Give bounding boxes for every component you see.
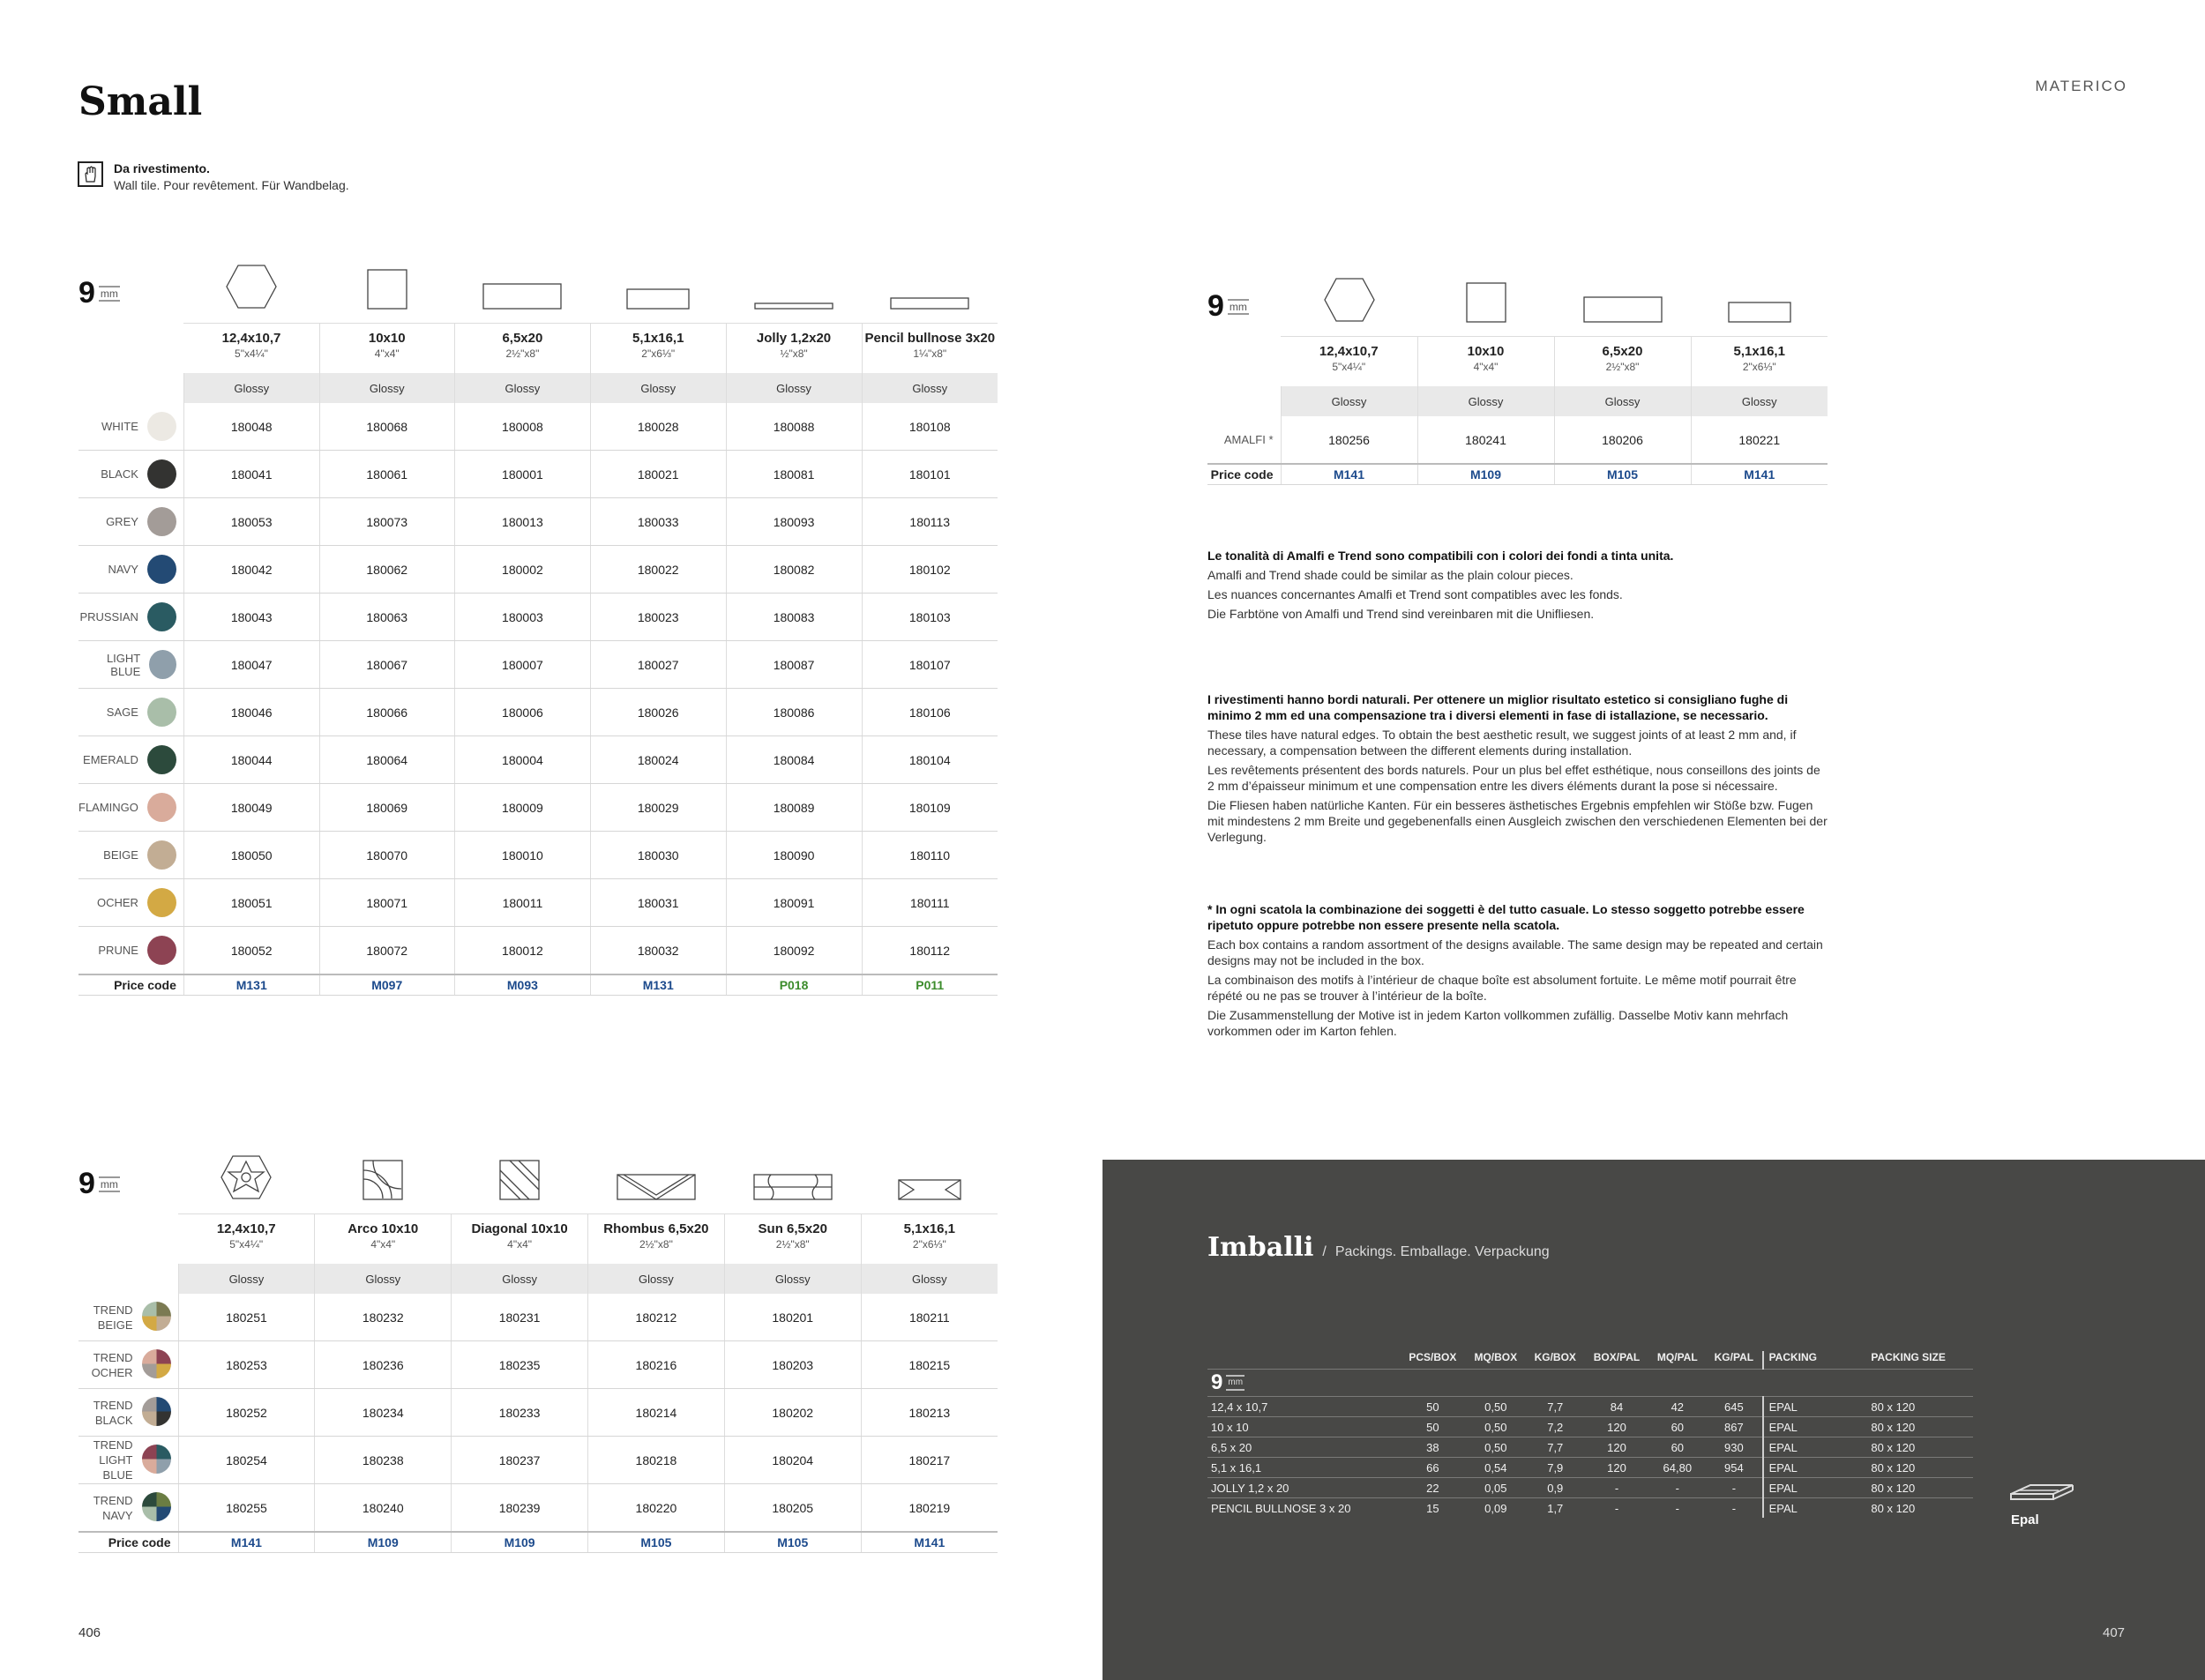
article-code: 180007: [454, 641, 590, 689]
table-row: [78, 403, 998, 451]
trend-swatch: [142, 1492, 171, 1524]
article-code: 180240: [315, 1484, 452, 1533]
article-code: 180254: [178, 1437, 315, 1484]
format-name: Pencil bullnose 3x20: [864, 331, 996, 346]
article-code: 180029: [590, 784, 726, 832]
finish-label: Glossy: [178, 1264, 315, 1294]
article-code: 180221: [1691, 416, 1828, 464]
deco-arco-tile-icon: [363, 1189, 403, 1203]
article-code: 180212: [588, 1294, 725, 1341]
article-code: 180232: [315, 1294, 452, 1341]
article-code: 180106: [862, 689, 998, 736]
article-code: 180087: [726, 641, 862, 689]
article-code: 180211: [861, 1294, 998, 1341]
packing-column-header: MQ/BOX: [1474, 1351, 1518, 1363]
article-code: 180236: [315, 1341, 452, 1389]
article-code: 180028: [590, 403, 726, 451]
table-row: [78, 451, 998, 498]
trend-swatch: [142, 1302, 171, 1333]
price-code: P018: [726, 974, 862, 996]
table-row: [78, 879, 998, 927]
article-code: 180088: [726, 403, 862, 451]
rectangle-tile-icon: [1583, 311, 1663, 325]
article-code: 180237: [452, 1437, 588, 1484]
format-inch: 4"x4": [1473, 361, 1499, 373]
rectangle-small-tile-icon: [626, 298, 690, 312]
article-code: 180202: [724, 1389, 861, 1437]
color-label: BEIGE: [103, 848, 138, 862]
article-code: 180061: [319, 451, 454, 498]
article-code: 180046: [183, 689, 319, 736]
color-swatch: [147, 936, 176, 965]
strip-tile-icon: [754, 298, 833, 312]
format-inch: 4"x4": [370, 1238, 396, 1251]
article-code: 180219: [861, 1484, 998, 1533]
price-code: P011: [862, 974, 998, 996]
trend-color-label: OCHER: [91, 1365, 133, 1379]
color-label: BLACK: [101, 467, 138, 481]
article-code: 180234: [315, 1389, 452, 1437]
article-code: 180256: [1281, 416, 1417, 464]
article-code: 180109: [862, 784, 998, 832]
article-code: 180069: [319, 784, 454, 832]
article-code: 180110: [862, 832, 998, 879]
article-code: 180047: [183, 641, 319, 689]
trend-label: TREND: [93, 1398, 133, 1412]
finish-label: Glossy: [726, 373, 862, 403]
page-title: Small: [78, 79, 203, 124]
trend-color-label: BEIGE: [97, 1318, 133, 1332]
format-inch: 2"x6⅓": [912, 1238, 946, 1251]
deco-rhombus-tile-icon: [617, 1189, 696, 1203]
article-code: 180089: [726, 784, 862, 832]
thickness-indicator-2: 9 mm: [1207, 289, 1247, 323]
finish-label: Glossy: [1691, 386, 1828, 416]
color-label: WHITE: [101, 420, 138, 433]
amalfi-table: [1207, 260, 1828, 485]
format-name: 6,5x20: [1602, 344, 1643, 359]
deco-sun-tile-icon: [753, 1189, 833, 1203]
article-code: 180252: [178, 1389, 315, 1437]
format-inch: 2"x6⅓": [641, 347, 676, 360]
trend-label: TREND: [93, 1350, 133, 1364]
price-code-label: Price code: [78, 974, 183, 996]
article-code: 180086: [726, 689, 862, 736]
format-name: 5,1x16,1: [903, 1221, 956, 1236]
price-code: M131: [183, 974, 319, 996]
trend-swatch: [142, 1445, 171, 1476]
article-code: 180072: [319, 927, 454, 975]
article-code: 180071: [319, 879, 454, 927]
article-code: 180214: [588, 1389, 725, 1437]
trend-color-label: NAVY: [102, 1508, 133, 1522]
packing-column-header: BOX/PAL: [1593, 1351, 1641, 1363]
format-name: Diagonal 10x10: [471, 1221, 568, 1236]
article-code: 180011: [454, 879, 590, 927]
table-row: [78, 832, 998, 879]
article-code: 180066: [319, 689, 454, 736]
price-code: M105: [724, 1532, 861, 1553]
trend-label: TREND: [93, 1438, 133, 1452]
color-label: PRUSSIAN: [79, 610, 138, 623]
color-label: SAGE: [106, 706, 138, 719]
article-code: 180044: [183, 736, 319, 784]
color-swatch: [147, 555, 176, 584]
article-code: 180051: [183, 879, 319, 927]
trend-color-label: LIGHT BLUE: [99, 1453, 133, 1482]
thickness-indicator-3: 9 mm: [78, 1167, 118, 1200]
packing-row: 10 x 10 50 0,50 7,2 120 60 867 EPAL 80 x 120: [1207, 1417, 1973, 1437]
article-code: 180081: [726, 451, 862, 498]
price-code: M109: [315, 1532, 452, 1553]
format-name: 5,1x16,1: [632, 331, 684, 346]
packing-column-header: PACKING SIZE: [1871, 1351, 1946, 1363]
usage-title: Da rivestimento.: [114, 161, 210, 175]
table-row: [78, 1484, 998, 1533]
rectangle-small-tile-icon: [1728, 311, 1791, 325]
format-inch: 2"x6⅓": [1742, 361, 1776, 373]
format-name: 12,4x10,7: [221, 331, 281, 346]
price-code: M141: [1691, 464, 1828, 485]
article-code: 180042: [183, 546, 319, 594]
finish-label: Glossy: [588, 1264, 725, 1294]
plain-tiles-table: [78, 247, 998, 996]
article-code: 180083: [726, 594, 862, 641]
article-code: 180003: [454, 594, 590, 641]
usage-subtitle: Wall tile. Pour revêtement. Für Wandbelag.: [114, 178, 349, 192]
article-code: 180026: [590, 689, 726, 736]
finish-label: Glossy: [590, 373, 726, 403]
price-code: M097: [319, 974, 454, 996]
packing-column-header: KG/PAL: [1714, 1351, 1754, 1363]
hexagon-tile-icon: [1323, 311, 1376, 325]
format-inch: 5"x4¼": [1332, 361, 1366, 373]
page-number-left: 406: [78, 1625, 101, 1640]
article-code: 180063: [319, 594, 454, 641]
price-code: M109: [1417, 464, 1554, 485]
article-code: 180216: [588, 1341, 725, 1389]
finish-label: Glossy: [1554, 386, 1691, 416]
article-code: 180238: [315, 1437, 452, 1484]
color-label: FLAMINGO: [78, 801, 138, 814]
article-code: 180220: [588, 1484, 725, 1533]
article-code: 180217: [861, 1437, 998, 1484]
packing-column-header: PACKING: [1763, 1351, 1833, 1370]
finish-label: Glossy: [1281, 386, 1417, 416]
finish-label: Glossy: [862, 373, 998, 403]
packing-title: Imballi / Packings. Emballage. Verpackung: [1207, 1232, 1550, 1263]
packing-table: PCS/BOX MQ/BOX KG/BOX BOX/PAL MQ/PAL KG/PAL PACKING PACKING SIZE 9 mm 12,4 x 10,7 50 0,50 7,7 84 42 645 EPAL 80 x 120 10 x 10 50 0,50 7,2 120 60 867 EPAL 80 x 120 6,5 x 20 38 0,50 7,7 120 60 930 EPAL 80 x 120 5,1 x 16,1 66 0,54 7,9 120 64,80 954 EPAL 80 x 120 JOLLY 1,2 x 20 22 0,05 0,9 - - - EPAL 80 x 120 PENCIL BULLNOSE 3 x 20 15 0,09 1,7 - - - EPAL 80 x 120: [1207, 1351, 1973, 1518]
article-code: 180004: [454, 736, 590, 784]
price-code: M093: [454, 974, 590, 996]
format-inch: 2½"x8": [1605, 361, 1640, 373]
note-edges: I rivestimenti hanno bordi naturali. Per ottenere un miglior risultato estetico si consigliano fughe di minimo 2 mm ed una compensazione tra i diversi elementi in fase di istallazione, se necessario. These tiles have natural edges. To obtain the best aesthetic result, we suggest joints of at least 2 mm and, if necessary, a compensation between the different elements during installation. Les revêtements présentent des bords naturels. Pour un plus bel effet esthétique, nous conseillons des joints de 2 mm d’épaisseur minimum et une compensation entre les divers éléments durant la pose si nécessaire. Die Fliesen haben natürliche Kanten. Für ein besseres ästhetisches Ergebnis empfehlen wir Stöße bzw. Fugen mit mindestens 2 mm Breite und gegebenenfalls einen Ausgleich zwischen den verschiedenen Elementen bei der Verlegung.: [1207, 692, 1828, 844]
article-code: 180253: [178, 1341, 315, 1389]
article-code: 180206: [1554, 416, 1691, 464]
packing-row: 6,5 x 20 38 0,50 7,7 120 60 930 EPAL 80 x 120: [1207, 1437, 1973, 1458]
square-tile-icon: [367, 298, 407, 312]
table-row: [78, 1294, 998, 1341]
trend-swatch: [142, 1349, 171, 1381]
color-label: GREY: [106, 515, 138, 528]
trend-table: [78, 1138, 998, 1553]
table-row: [78, 736, 998, 784]
table-row: [78, 1389, 998, 1437]
format-inch: 2½"x8": [775, 1238, 810, 1251]
brand-name: MATERICO: [2035, 78, 2127, 94]
article-code: 180082: [726, 546, 862, 594]
color-swatch: [147, 412, 176, 441]
article-code: 180103: [862, 594, 998, 641]
rectangle-tile-icon: [482, 298, 562, 312]
format-inch: 4"x4": [507, 1238, 533, 1251]
article-code: 180239: [452, 1484, 588, 1533]
finish-label: Glossy: [1417, 386, 1554, 416]
article-code: 180002: [454, 546, 590, 594]
article-code: 180024: [590, 736, 726, 784]
article-code: 180033: [590, 498, 726, 546]
table-row: [78, 498, 998, 546]
price-code: M105: [1554, 464, 1691, 485]
format-name: Arco 10x10: [348, 1221, 419, 1236]
article-code: 180107: [862, 641, 998, 689]
article-code: 180084: [726, 736, 862, 784]
article-code: 180201: [724, 1294, 861, 1341]
article-code: 180032: [590, 927, 726, 975]
table-row: [78, 1437, 998, 1484]
article-code: 180062: [319, 546, 454, 594]
article-code: 180108: [862, 403, 998, 451]
packing-row: JOLLY 1,2 x 20 22 0,05 0,9 - - - EPAL 80 x 120: [1207, 1478, 1973, 1498]
article-code: 180006: [454, 689, 590, 736]
price-code: M131: [590, 974, 726, 996]
format-inch: 5"x4¼": [235, 347, 268, 360]
format-name: 12,4x10,7: [1319, 344, 1379, 359]
format-name: 12,4x10,7: [216, 1221, 276, 1236]
article-code: 180067: [319, 641, 454, 689]
pallet-label: Epal: [2011, 1512, 2039, 1527]
article-code: 180102: [862, 546, 998, 594]
article-code: 180023: [590, 594, 726, 641]
trend-label: TREND: [93, 1493, 133, 1507]
article-code: 180104: [862, 736, 998, 784]
article-code: 180255: [178, 1484, 315, 1533]
article-code: 180009: [454, 784, 590, 832]
color-label: EMERALD: [83, 753, 138, 766]
format-name: 10x10: [368, 331, 406, 346]
article-code: 180068: [319, 403, 454, 451]
price-code-label: Price code: [78, 1532, 178, 1553]
color-label: AMALFI *: [1223, 433, 1274, 446]
format-inch: 2½"x8": [639, 1238, 673, 1251]
trend-swatch: [142, 1397, 171, 1429]
color-label: OCHER: [96, 896, 138, 909]
color-label: NAVY: [108, 563, 138, 576]
article-code: 180090: [726, 832, 862, 879]
format-name: 5,1x16,1: [1733, 344, 1785, 359]
article-code: 180013: [454, 498, 590, 546]
article-code: 180022: [590, 546, 726, 594]
deco-hexagon-tile-icon: [220, 1189, 273, 1203]
article-code: 180091: [726, 879, 862, 927]
packing-column-header: KG/BOX: [1534, 1351, 1576, 1363]
article-code: 180241: [1417, 416, 1554, 464]
format-inch: ½"x8": [780, 347, 808, 360]
article-code: 180205: [724, 1484, 861, 1533]
table-row: [1207, 416, 1828, 464]
finish-label: Glossy: [861, 1264, 998, 1294]
format-inch: 1¼"x8": [913, 347, 947, 360]
note-random-box: * In ogni scatola la combinazione dei soggetti è del tutto casuale. Lo stesso soggetto potrebbe essere ripetuto oppure potrebbe non essere presente nella scatola. Each box contains a random assortment of the designs available. The same design may be repeated and certain designs may not be included in the box. La combinaison des motifs à l’intérieur de chaque boîte est absolument fortuite. Le même motif pourrait être répété ou ne pas se trouver à l’intérieur de la boîte. Die Zusammenstellung der Motive ist in jedem Karton vollkommen zufällig. Dasselbe Motiv kann mehrfach vorkommen oder im Karton fehlen.: [1207, 902, 1823, 1038]
table-row: [78, 927, 998, 975]
article-code: 180070: [319, 832, 454, 879]
article-code: 180093: [726, 498, 862, 546]
square-tile-icon: [1466, 311, 1506, 325]
article-code: 180233: [452, 1389, 588, 1437]
format-name: Rhombus 6,5x20: [603, 1221, 709, 1236]
packing-row: 5,1 x 16,1 66 0,54 7,9 120 64,80 954 EPAL 80 x 120: [1207, 1458, 1973, 1478]
wall-hand-icon: [78, 161, 103, 187]
price-code: M105: [588, 1532, 725, 1553]
article-code: 180008: [454, 403, 590, 451]
finish-label: Glossy: [183, 373, 319, 403]
table-row: [78, 784, 998, 832]
article-code: 180041: [183, 451, 319, 498]
color-swatch: [147, 888, 176, 917]
article-code: 180021: [590, 451, 726, 498]
pencil-tile-icon: [890, 298, 969, 312]
color-swatch: [147, 459, 176, 489]
thickness-unit: mm: [100, 287, 118, 300]
packing-row: 12,4 x 10,7 50 0,50 7,7 84 42 645 EPAL 80 x 120: [1207, 1397, 1973, 1417]
article-code: 180204: [724, 1437, 861, 1484]
color-label: PRUNE: [98, 944, 138, 957]
table-row: [78, 689, 998, 736]
article-code: 180027: [590, 641, 726, 689]
article-code: 180073: [319, 498, 454, 546]
article-code: 180092: [726, 927, 862, 975]
deco-small-tile-icon: [898, 1189, 961, 1203]
finish-label: Glossy: [454, 373, 590, 403]
article-code: 180031: [590, 879, 726, 927]
format-name: 6,5x20: [502, 331, 543, 346]
thickness-value: 9: [78, 276, 95, 310]
article-code: 180111: [862, 879, 998, 927]
packing-column-header: PCS/BOX: [1409, 1351, 1457, 1363]
price-code: M141: [1281, 464, 1417, 485]
article-code: 180030: [590, 832, 726, 879]
finish-label: Glossy: [452, 1264, 588, 1294]
finish-label: Glossy: [315, 1264, 452, 1294]
color-swatch: [147, 507, 176, 536]
article-code: 180213: [861, 1389, 998, 1437]
article-code: 180113: [862, 498, 998, 546]
article-code: 180012: [454, 927, 590, 975]
article-code: 180053: [183, 498, 319, 546]
article-code: 180203: [724, 1341, 861, 1389]
article-code: 180064: [319, 736, 454, 784]
article-code: 180049: [183, 784, 319, 832]
format-name: Sun 6,5x20: [758, 1221, 827, 1236]
article-code: 180218: [588, 1437, 725, 1484]
trend-color-label: BLACK: [94, 1413, 133, 1427]
table-row: [78, 1341, 998, 1389]
color-swatch: [147, 745, 176, 774]
pallet-icon: [2009, 1478, 2074, 1509]
article-code: 180231: [452, 1294, 588, 1341]
page-number-right: 407: [2103, 1625, 2126, 1640]
table-row: [78, 594, 998, 641]
format-inch: 5"x4¼": [229, 1238, 264, 1251]
color-swatch: [147, 602, 176, 631]
price-code: M141: [861, 1532, 998, 1553]
article-code: 180052: [183, 927, 319, 975]
price-code-label: Price code: [1207, 464, 1281, 485]
article-code: 180112: [862, 927, 998, 975]
price-code: M109: [452, 1532, 588, 1553]
finish-label: Glossy: [319, 373, 454, 403]
article-code: 180010: [454, 832, 590, 879]
finish-label: Glossy: [724, 1264, 861, 1294]
article-code: 180215: [861, 1341, 998, 1389]
format-name: Jolly 1,2x20: [756, 331, 832, 346]
table-row: [78, 641, 998, 689]
article-code: 180235: [452, 1341, 588, 1389]
article-code: 180101: [862, 451, 998, 498]
trend-label: TREND: [93, 1303, 133, 1317]
color-label: LIGHT BLUE: [106, 651, 141, 678]
format-inch: 4"x4": [374, 347, 400, 360]
note-compatibility: Le tonalità di Amalfi e Trend sono compatibili con i colori dei fondi a tinta unita. Amalfi and Trend shade could be similar as the plain colour pieces. Les nuances concernantes Amalfi et Trend sont compatibles avec les fonds. Die Farbtöne von Amalfi und Trend sind vereinbaren mit die Unifliesen.: [1207, 549, 1674, 621]
hexagon-tile-icon: [225, 298, 278, 312]
color-swatch: [147, 698, 176, 727]
article-code: 180048: [183, 403, 319, 451]
price-code: M141: [178, 1532, 315, 1553]
article-code: 180050: [183, 832, 319, 879]
article-code: 180043: [183, 594, 319, 641]
packing-row: PENCIL BULLNOSE 3 x 20 15 0,09 1,7 - - - EPAL 80 x 120: [1207, 1498, 1973, 1519]
article-code: 180251: [178, 1294, 315, 1341]
table-row: [78, 546, 998, 594]
article-code: 180001: [454, 451, 590, 498]
packing-column-header: MQ/PAL: [1656, 1351, 1698, 1363]
deco-diagonal-tile-icon: [499, 1189, 540, 1203]
color-swatch: [147, 793, 176, 822]
usage-info: [78, 161, 349, 192]
format-name: 10x10: [1467, 344, 1505, 359]
color-swatch: [149, 650, 176, 679]
color-swatch: [147, 840, 176, 870]
format-inch: 2½"x8": [505, 347, 540, 360]
